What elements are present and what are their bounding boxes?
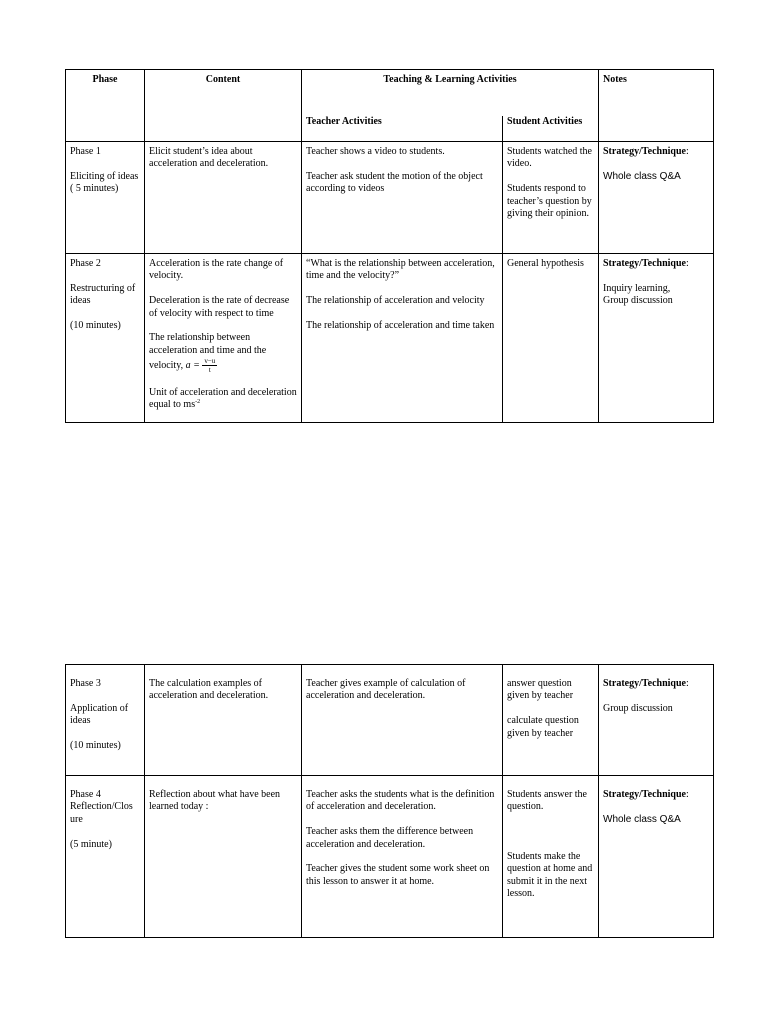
- phase-4-cell: [66, 776, 145, 938]
- phase-3-subtitle: Application of ideas: [70, 702, 129, 727]
- unit-exponent: -2: [195, 399, 201, 406]
- phase-3-duration: (10 minutes): [70, 740, 121, 751]
- formula-denominator: t: [208, 366, 211, 375]
- phase-4-student-activity-1: Students answer the question.: [507, 789, 587, 813]
- phase-1-student-cell: [503, 142, 599, 254]
- header-student-activities: Student Activities: [503, 116, 599, 142]
- phase-4-student-activity-2: Students make the question at home and submit it in the next lesson.: [507, 850, 593, 900]
- phase-4-teacher-activity-3: Teacher gives the student some work sheet on this lesson to answer it at home.: [306, 863, 490, 887]
- phase-3-notes-cell: Strategy/Technique: Group discussion: [599, 665, 714, 776]
- phase-3-title: Phase 3: [70, 678, 101, 689]
- phase-1-notes-cell: Strategy/Technique: Whole class Q&A: [599, 142, 714, 254]
- header-teacher-activities: Teacher Activities: [302, 116, 503, 142]
- phase-2-content-4-text: Unit of acceleration and deceleration equal to ms: [149, 386, 297, 411]
- phase-2-teacher-activity-1: “What is the relationship between acceleration, time and the velocity?”: [306, 258, 495, 282]
- phase-3-student-activity-2: calculate question given by teacher: [507, 715, 579, 739]
- phase-2-note-value: Inquiry learning, Group discussion: [603, 282, 673, 307]
- header-notes: Notes: [599, 70, 714, 142]
- phase-1-student-activity-2: Students respond to teacher’s question by giving their opinion.: [507, 183, 592, 220]
- phase-1-note-value: Whole class Q&A: [603, 170, 681, 182]
- header-phase: Phase: [66, 70, 145, 142]
- phase-2-duration: (10 minutes): [70, 320, 121, 331]
- phase-2-content-1: Acceleration is the rate change of velocity.: [149, 258, 284, 282]
- phase-4-content: Reflection about what have been learned today :: [145, 776, 302, 938]
- phase-2-cell: [66, 254, 145, 423]
- phase-1-teacher-cell: [302, 142, 503, 254]
- phase-2-teacher-activity-3: The relationship of acceleration and time taken: [306, 320, 495, 331]
- phase-2-content-cell: [145, 254, 302, 423]
- phase-1-title: Phase 1: [70, 146, 101, 157]
- phase-3-note-value: Group discussion: [603, 702, 673, 714]
- phase-4-notes-cell: Strategy/Technique: Whole class Q&A: [599, 776, 714, 938]
- phase-1-subtitle: Eliciting of ideas ( 5 minutes): [70, 170, 139, 195]
- table-row-phase-4: [66, 776, 714, 938]
- phase-4-note-label: Strategy/Technique: [603, 789, 686, 800]
- phase-2-content-3: [149, 332, 297, 374]
- phase-2-content-4: [149, 387, 297, 412]
- phase-1-cell: [66, 142, 145, 254]
- formula-numerator: v−u: [204, 357, 216, 366]
- phase-4-note-value: Whole class Q&A: [603, 813, 681, 825]
- lesson-plan-table-2: [65, 664, 714, 938]
- table-row-phase-3: [66, 665, 714, 776]
- formula-lhs: a =: [185, 360, 200, 372]
- phase-1-student-activity-1: Students watched the video.: [507, 146, 592, 170]
- phase-2-student-activity: General hypothesis: [503, 254, 599, 423]
- phase-2-teacher-activity-2: The relationship of acceleration and velocity: [306, 295, 485, 307]
- phase-4-teacher-cell: [302, 776, 503, 938]
- header-teaching-learning-activities: Teaching & Learning Activities: [302, 70, 599, 116]
- phase-3-content: The calculation examples of acceleration and deceleration.: [145, 665, 302, 776]
- phase-2-teacher-cell: [302, 254, 503, 423]
- table-row-phase-2: [66, 254, 714, 423]
- phase-2-subtitle: Restructuring of ideas: [70, 282, 136, 307]
- phase-4-teacher-activity-1: Teacher asks the students what is the definition of acceleration and deceleration.: [306, 789, 495, 813]
- phase-4-teacher-activity-2: Teacher asks them the difference between acceleration and deceleration.: [306, 826, 474, 850]
- phase-3-note-label: Strategy/Technique: [603, 678, 686, 689]
- phase-1-teacher-activity-2: Teacher ask student the motion of the object according to videos: [306, 170, 483, 195]
- phase-3-cell: [66, 665, 145, 776]
- phase-1-content: Elicit student’s idea about acceleration and deceleration.: [145, 142, 302, 254]
- phase-2-title: Phase 2: [70, 258, 101, 269]
- phase-3-student-cell: [503, 665, 599, 776]
- phase-2-notes-cell: Strategy/Technique: Inquiry learning, Group discussion: [599, 254, 714, 423]
- phase-1-note-label: Strategy/Technique: [603, 146, 686, 157]
- phase-4-student-cell: [503, 776, 599, 938]
- header-content: Content: [145, 70, 302, 142]
- formula-fraction: [202, 357, 217, 374]
- phase-2-content-3-text: The relationship between acceleration and time and the velocity,: [149, 332, 267, 372]
- lesson-plan-table-1: [65, 69, 714, 423]
- phase-2-content-2: Deceleration is the rate of decrease of velocity with respect to time: [149, 295, 290, 319]
- phase-2-note-label: Strategy/Technique: [603, 258, 686, 269]
- table-row-phase-1: [66, 142, 714, 254]
- phase-4-title: Phase 4 Reflection/Clos ure: [70, 789, 133, 825]
- phase-3-student-activity-1: answer question given by teacher: [507, 678, 574, 702]
- phase-4-duration: (5 minute): [70, 838, 112, 850]
- phase-1-teacher-activity-1: Teacher shows a video to students.: [306, 146, 445, 157]
- phase-3-teacher-activity: Teacher gives example of calculation of acceleration and deceleration.: [302, 665, 503, 776]
